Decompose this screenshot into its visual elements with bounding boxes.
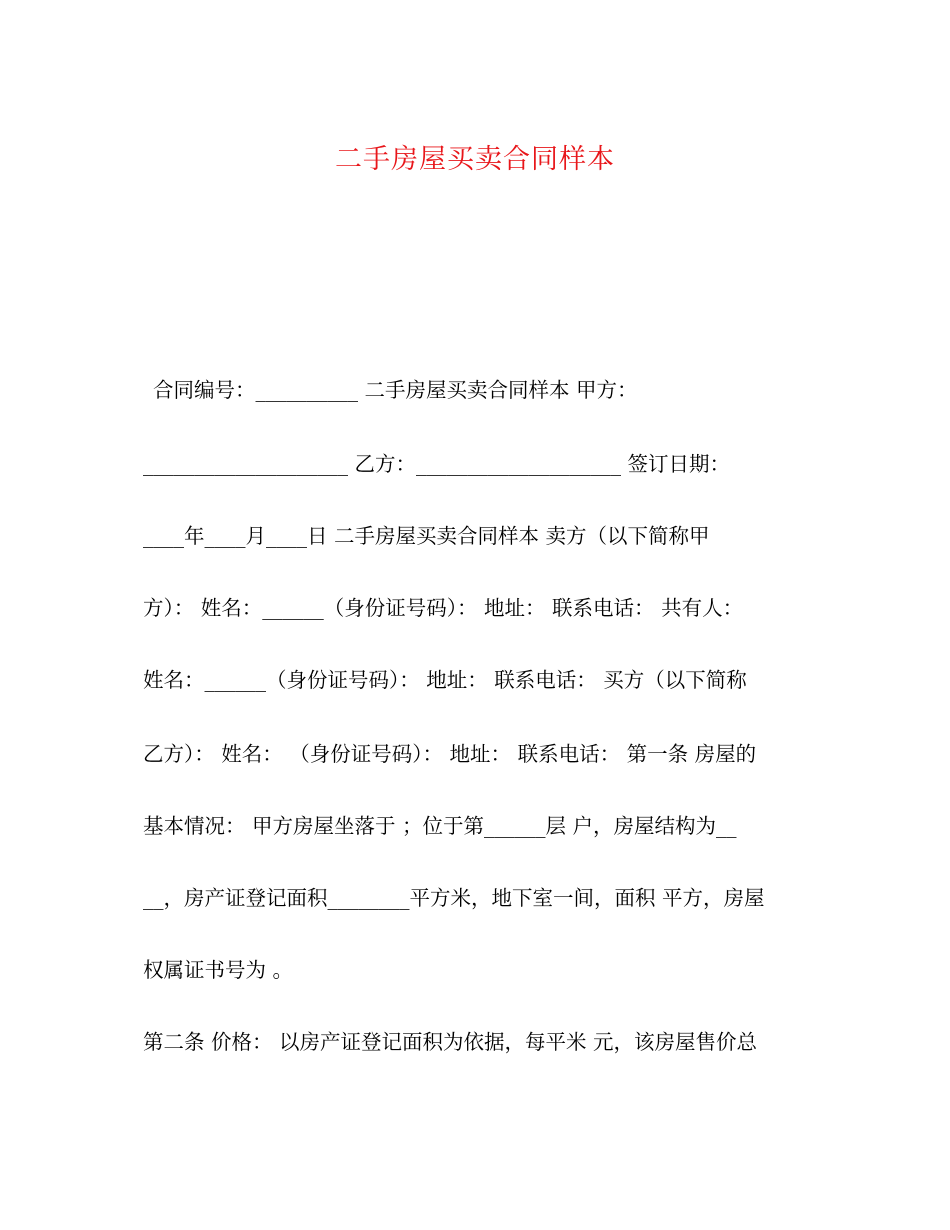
contract-line-8: __，房产证登记面积________平方米，地下室一间，面积 平方，房屋 — [143, 886, 765, 910]
contract-line-1: 合同编号：__________ 二手房屋买卖合同样本 甲方： — [153, 378, 638, 402]
contract-line-2: ____________________ 乙方：____________________ 签订日期： — [143, 452, 731, 476]
contract-line-7: 基本情况： 甲方房屋坐落于 ；位于第______层 户，房屋结构为__ — [143, 814, 737, 838]
contract-line-4: 方）： 姓名：______（身份证号码）： 地址： 联系电话： 共有人： — [143, 596, 744, 620]
contract-line-6: 乙方）： 姓名： （身份证号码）： 地址： 联系电话： 第一条 房屋的 — [143, 742, 757, 766]
contract-line-5: 姓名：______（身份证号码）： 地址： 联系电话： 买方（以下简称 — [143, 668, 747, 692]
contract-line-3: ____年____月____日 二手房屋买卖合同样本 卖方（以下简称甲 — [143, 524, 710, 548]
contract-line-10: 第二条 价格： 以房产证登记面积为依据，每平米 元，该房屋售价总 — [143, 1030, 758, 1054]
contract-line-9: 权属证书号为 。 — [143, 958, 294, 982]
document-title: 二手房屋买卖合同样本 — [335, 144, 615, 175]
